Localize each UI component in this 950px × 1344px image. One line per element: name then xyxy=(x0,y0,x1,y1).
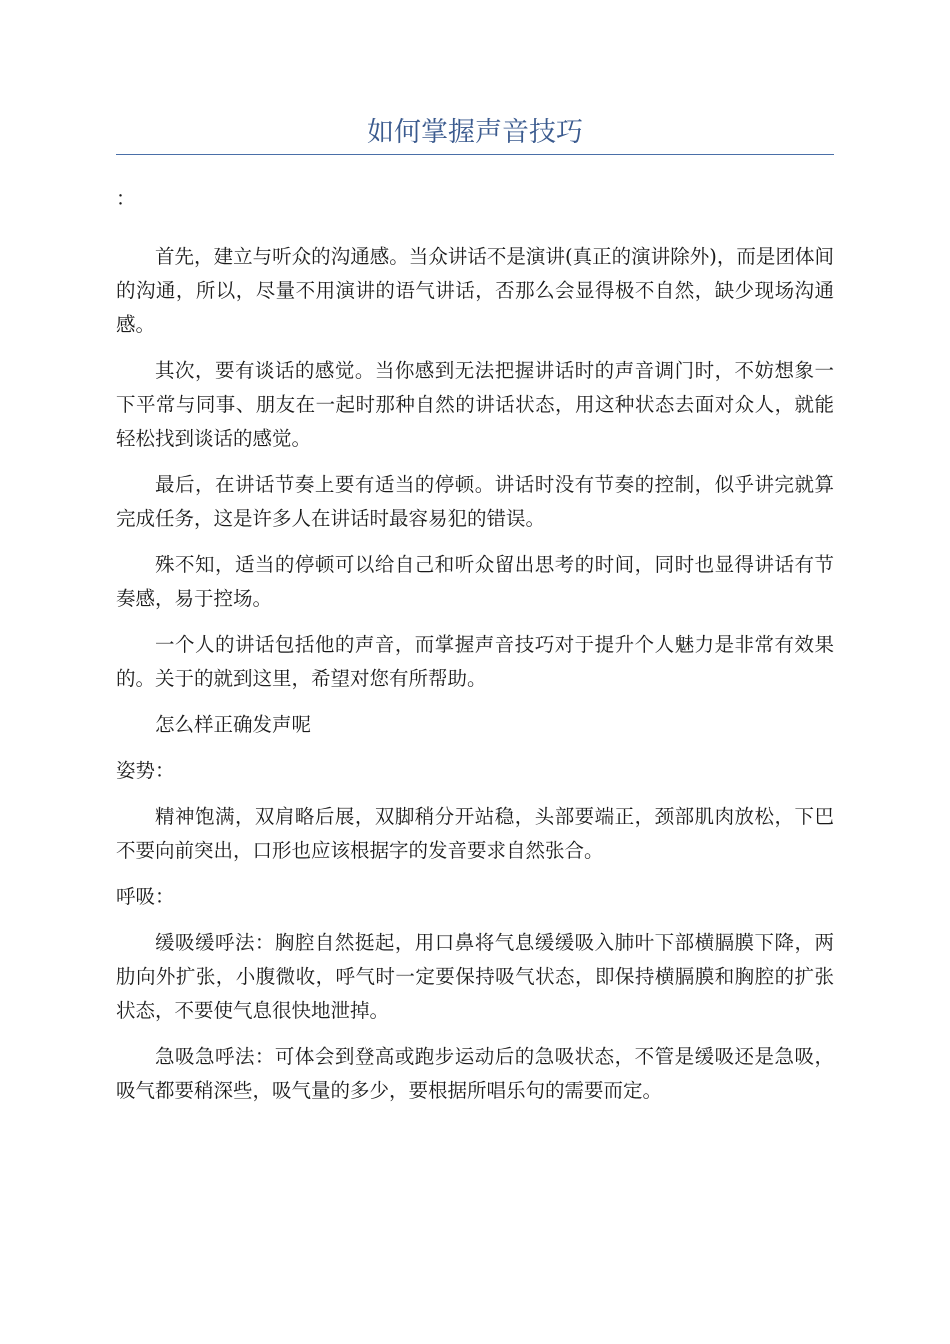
paragraph: 殊不知，适当的停顿可以给自己和听众留出思考的时间，同时也显得讲话有节奏感，易于控场。 xyxy=(116,553,834,610)
document-body xyxy=(116,182,834,1120)
paragraph: 怎么样正确发声呢 xyxy=(155,713,312,736)
paragraph-breath: 缓吸缓呼法：胸腔自然挺起，用口鼻将气息缓缓吸入肺叶下部横膈膜下降，两肋向外扩张，小腹微收，呼气时一定要保持吸气状态，即保持横膈膜和胸腔的扩张状态，不要使气息很快地泄掉。 xyxy=(116,931,834,1022)
paragraph: 最后，在讲话节奏上要有适当的停顿。讲话时没有节奏的控制，似乎讲完就算完成任务，这是许多人在讲话时最容易犯的错误。 xyxy=(116,473,834,530)
paragraph-breath: 急吸急呼法：可体会到登高或跑步运动后的急吸状态，不管是缓吸还是急吸，吸气都要稍深些，吸气量的多少，要根据所唱乐句的需要而定。 xyxy=(116,1045,834,1102)
paragraph: 其次，要有谈话的感觉。当你感到无法把握讲话时的声音调门时，不妨想象一下平常与同事、朋友在一起时那种自然的讲话状态，用这种状态去面对众人，就能轻松找到谈话的感觉。 xyxy=(116,359,834,450)
lead-colon: ： xyxy=(116,187,136,210)
section-heading-breath: 呼吸： xyxy=(116,885,175,908)
paragraph-posture: 精神饱满，双肩略后展，双脚稍分开站稳，头部要端正，颈部肌肉放松，下巴不要向前突出，口形也应该根据字的发音要求自然张合。 xyxy=(116,805,834,862)
paragraph: 首先，建立与听众的沟通感。当众讲话不是演讲(真正的演讲除外)，而是团体间的沟通，所以，尽量不用演讲的语气讲话，否那么会显得极不自然，缺少现场沟通感。 xyxy=(116,245,834,336)
paragraph: 一个人的讲话包括他的声音，而掌握声音技巧对于提升个人魅力是非常有效果的。关于的就到这里，希望对您有所帮助。 xyxy=(116,633,834,690)
document-title: 如何掌握声音技巧 xyxy=(367,117,583,148)
section-heading-posture: 姿势： xyxy=(116,759,175,782)
title-underline xyxy=(116,154,834,155)
